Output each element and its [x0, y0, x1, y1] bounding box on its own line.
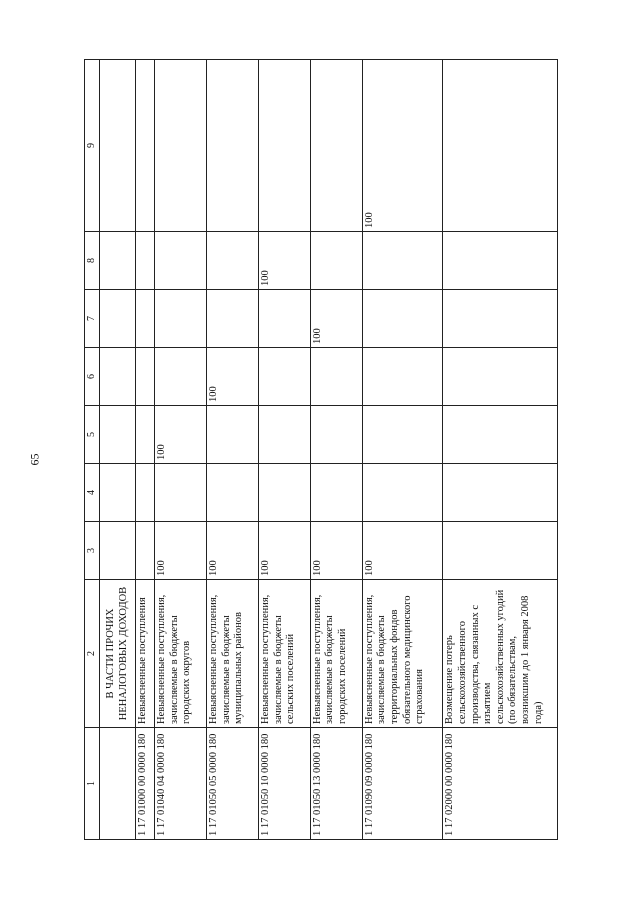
row-value [362, 232, 443, 290]
row-code: 1 17 01000 00 0000 180 [136, 728, 155, 840]
row-value [155, 464, 207, 522]
page-number: 65 [27, 453, 42, 466]
row-value [443, 522, 558, 580]
row-value: 100 [362, 60, 443, 232]
table-row [136, 60, 155, 840]
row-value [258, 290, 310, 348]
row-name: Невыясненные поступления [136, 580, 155, 728]
row-value [443, 406, 558, 464]
row-value: 100 [362, 522, 443, 580]
table-row [155, 60, 207, 840]
row-value [310, 232, 362, 290]
row-value [136, 406, 155, 464]
row-value [443, 290, 558, 348]
revenue-table [84, 59, 558, 840]
row-value [258, 464, 310, 522]
row-name: Возмещение потерь сельскохозяйственного производства, связанных с изъятием сельскохозяйственных угодий (по обязательствам, возникшим до 1 января 2008 года) [443, 580, 558, 728]
row-code: 1 17 01050 13 0000 180 [310, 728, 362, 840]
row-value [258, 348, 310, 406]
row-value [136, 348, 155, 406]
row-value [207, 406, 259, 464]
column-header: 2 [85, 580, 100, 728]
row-value [310, 464, 362, 522]
table-row [310, 60, 362, 840]
column-header: 8 [85, 232, 100, 290]
column-header: 4 [85, 464, 100, 522]
column-header: 6 [85, 348, 100, 406]
row-value [258, 60, 310, 232]
column-header: 7 [85, 290, 100, 348]
row-value [443, 232, 558, 290]
header-row [85, 60, 100, 840]
table-row [258, 60, 310, 840]
row-code: 1 17 01050 10 0000 180 [258, 728, 310, 840]
row-value [362, 348, 443, 406]
row-value [136, 290, 155, 348]
row-name: Невыясненные поступления, зачисляемые в бюджеты городских поселений [310, 580, 362, 728]
row-value [155, 232, 207, 290]
row-value: 100 [155, 406, 207, 464]
row-value [362, 406, 443, 464]
row-value: 100 [310, 522, 362, 580]
row-value: 100 [310, 290, 362, 348]
row-value: 100 [207, 522, 259, 580]
table-row [362, 60, 443, 840]
column-header: 1 [85, 728, 100, 840]
section-title: В ЧАСТИ ПРОЧИХ НЕНАЛОГОВЫХ ДОХОДОВ [100, 580, 136, 728]
row-value [207, 290, 259, 348]
row-value [310, 60, 362, 232]
row-value [310, 406, 362, 464]
row-name: Невыясненные поступления, зачисляемые в бюджеты сельских поселений [258, 580, 310, 728]
row-value [443, 348, 558, 406]
column-header: 3 [85, 522, 100, 580]
row-value [258, 406, 310, 464]
row-code: 1 17 01090 09 0000 180 [362, 728, 443, 840]
row-value [362, 290, 443, 348]
row-value [136, 464, 155, 522]
row-code: 1 17 01050 05 0000 180 [207, 728, 259, 840]
row-name: Невыясненные поступления, зачисляемые в бюджеты городских округов [155, 580, 207, 728]
column-header: 9 [85, 60, 100, 232]
document-table-container [84, 60, 558, 840]
row-value [310, 348, 362, 406]
table-row [207, 60, 259, 840]
row-value [443, 464, 558, 522]
row-name: Невыясненные поступления, зачисляемые в бюджеты территориальных фондов обязательного медицинского страхования [362, 580, 443, 728]
row-value [155, 348, 207, 406]
row-value: 100 [258, 232, 310, 290]
row-value [136, 232, 155, 290]
row-value [207, 232, 259, 290]
row-code: 1 17 01040 04 0000 180 [155, 728, 207, 840]
row-value [136, 60, 155, 232]
row-value: 100 [155, 522, 207, 580]
row-value: 100 [207, 348, 259, 406]
row-code: 1 17 02000 00 0000 180 [443, 728, 558, 840]
row-value [207, 60, 259, 232]
column-header: 5 [85, 406, 100, 464]
row-name: Невыясненные поступления, зачисляемые в бюджеты муниципальных районов [207, 580, 259, 728]
row-value [155, 60, 207, 232]
row-value [362, 464, 443, 522]
table-row [443, 60, 558, 840]
row-value [136, 522, 155, 580]
row-value [155, 290, 207, 348]
row-value [443, 60, 558, 232]
row-value [207, 464, 259, 522]
section-row [100, 60, 136, 840]
row-value: 100 [258, 522, 310, 580]
